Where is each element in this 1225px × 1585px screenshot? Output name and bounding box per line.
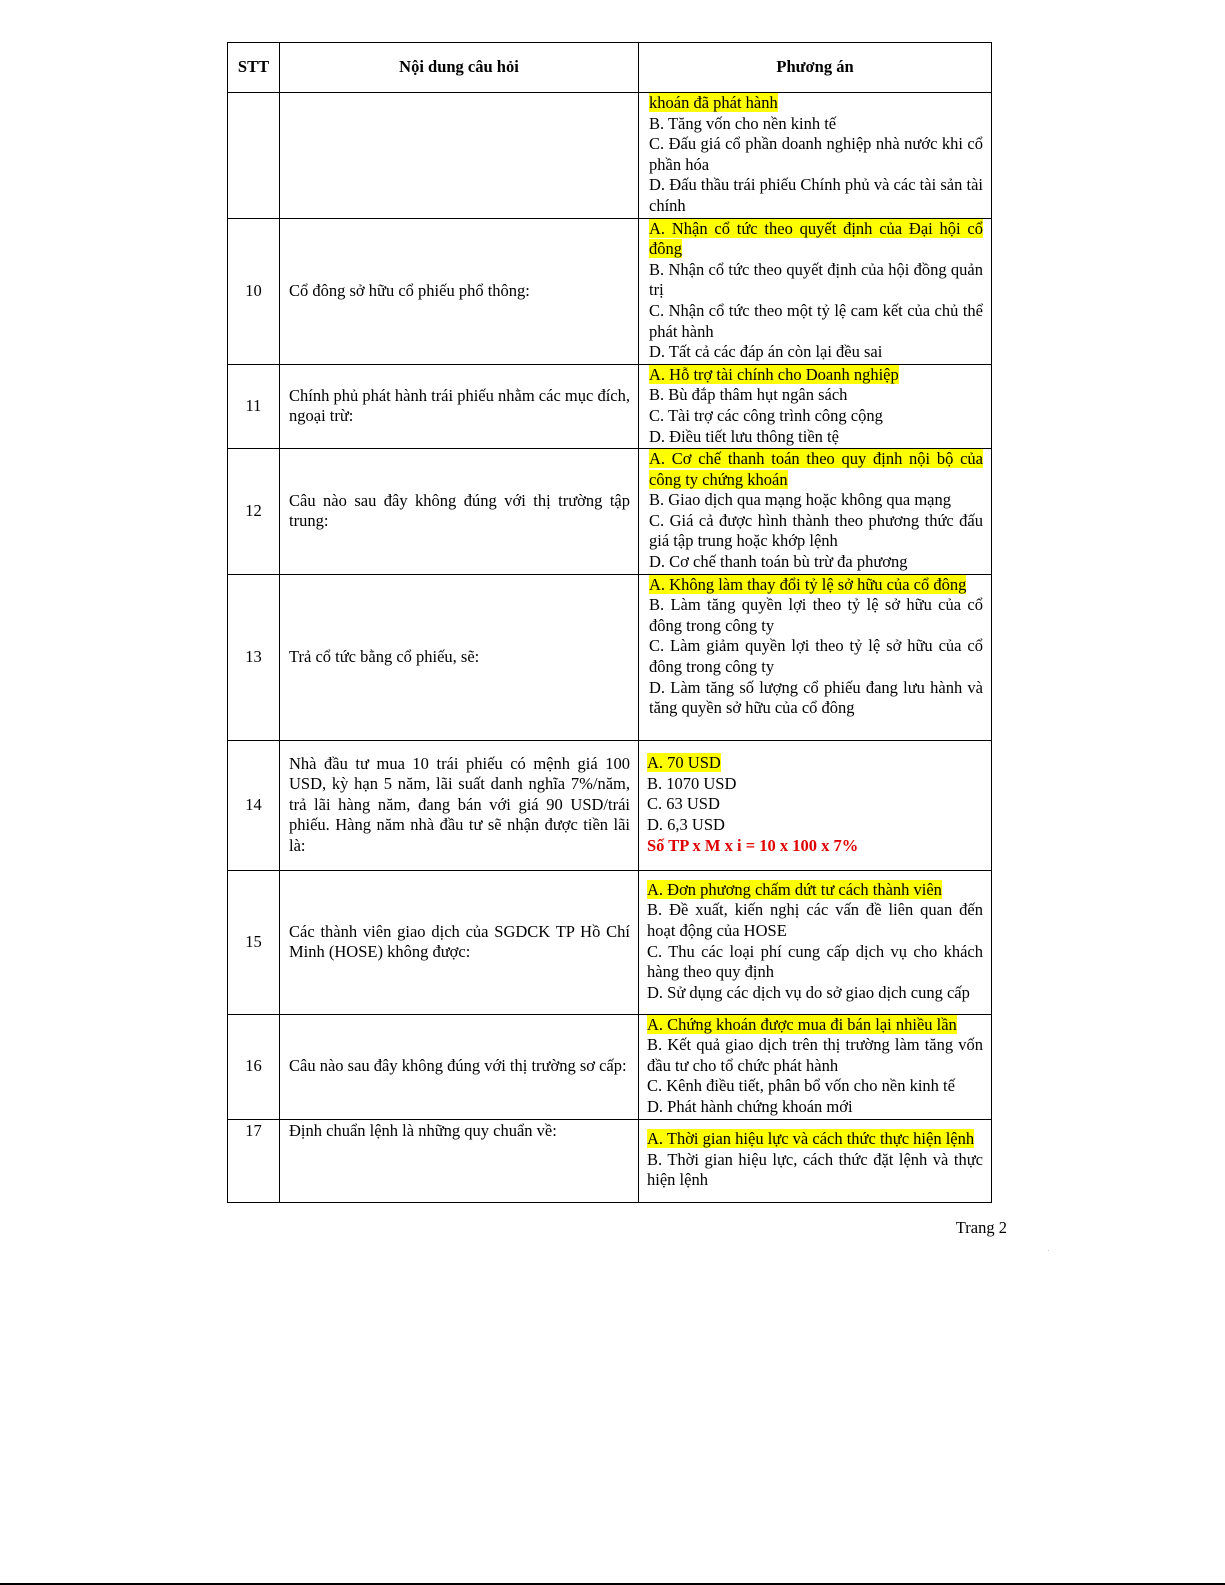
answer-option	[647, 815, 983, 836]
question-text: Nhà đầu tư mua 10 trái phiếu có mệnh giá 100 USD, kỳ hạn 5 năm, lãi suất danh nghĩa 7%/năm, trả lãi hàng năm, đang bán với giá 90 USD/trái phiếu. Hàng năm nhà đầu tư sẽ nhận được tiền lãi là:	[280, 740, 639, 870]
answer-option	[649, 385, 983, 406]
answer-option	[647, 900, 983, 941]
answer-option-text: B. Bù đắp thâm hụt ngân sách	[649, 385, 848, 405]
scan-speck	[1048, 1250, 1049, 1251]
answer-options	[639, 449, 992, 575]
question-number: 15	[228, 870, 280, 1014]
answer-options	[639, 1014, 992, 1119]
answer-option-text: B. Nhận cổ tức theo quyết định của hội đồng quản trị	[649, 259, 983, 300]
answer-option-text: D. Sử dụng các dịch vụ do sở giao dịch cung cấp	[647, 982, 970, 1002]
header-question: Nội dung câu hỏi	[280, 43, 639, 93]
answer-option	[649, 260, 983, 301]
question-number	[228, 93, 280, 219]
answer-option-text: D. Đấu thầu trái phiếu Chính phủ và các tài sản tài chính	[649, 175, 983, 215]
answer-option-text: A. Nhận cổ tức theo quyết định của Đại hội cổ đông	[649, 218, 983, 259]
correct-answer-option	[649, 219, 983, 260]
answer-option-text: D. 6,3 USD	[647, 814, 725, 834]
answer-option-text: B. Làm tăng quyền lợi theo tỷ lệ sở hữu của cổ đông trong công ty	[649, 595, 983, 635]
answer-option	[649, 114, 983, 135]
answer-option-text: A. Cơ chế thanh toán theo quy định nội bộ của công ty chứng khoán	[649, 449, 983, 489]
answer-option	[647, 794, 983, 815]
question-number: 13	[228, 574, 280, 740]
answer-option-text: A. Đơn phương chấm dứt tư cách thành viên	[647, 879, 942, 899]
table-header-row	[228, 43, 992, 93]
correct-answer-option	[647, 753, 983, 774]
answer-option-text: B. Kết quả giao dịch trên thị trường làm tăng vốn đầu tư cho tổ chức phát hành	[647, 1035, 983, 1075]
answer-options	[639, 574, 992, 740]
header-answers: Phương án	[639, 43, 992, 93]
answer-option-text: C. Kênh điều tiết, phân bổ vốn cho nền kinh tế	[647, 1076, 955, 1096]
question-text: Trả cổ tức bằng cổ phiếu, sẽ:	[280, 574, 639, 740]
answer-option	[647, 942, 983, 983]
answer-option	[647, 1150, 983, 1191]
answer-option-text: C. Đấu giá cổ phần doanh nghiệp nhà nước khi cổ phần hóa	[649, 134, 983, 174]
question-number: 17	[228, 1119, 280, 1202]
correct-answer-option	[649, 575, 983, 596]
answer-options	[639, 93, 992, 219]
question-number: 10	[228, 218, 280, 364]
answer-option	[649, 636, 983, 677]
answer-option-text: C. Giá cả được hình thành theo phương thức đấu giá tập trung hoặc khớp lệnh	[649, 510, 983, 551]
answer-option	[649, 490, 983, 511]
answer-option	[649, 406, 983, 427]
table-row	[228, 1119, 992, 1202]
correct-answer-option	[649, 449, 983, 490]
question-number: 14	[228, 740, 280, 870]
question-number: 12	[228, 449, 280, 575]
answer-option	[647, 1035, 983, 1076]
answer-option-text: C. Nhận cổ tức theo một tỷ lệ cam kết của chủ thể phát hành	[649, 300, 983, 341]
answer-option	[649, 427, 983, 448]
answer-option	[647, 983, 983, 1004]
question-number: 11	[228, 364, 280, 448]
answer-option-text: C. Thu các loại phí cung cấp dịch vụ cho khách hàng theo quy định	[647, 941, 983, 982]
question-text: Câu nào sau đây không đúng với thị trường tập trung:	[280, 449, 639, 575]
correct-answer-option	[647, 880, 983, 901]
answer-option-text: B. 1070 USD	[647, 773, 737, 793]
answer-option-text: B. Thời gian hiệu lực, cách thức đặt lệnh và thực hiện lệnh	[647, 1149, 983, 1190]
question-table	[227, 42, 992, 1203]
correct-answer-option	[647, 1015, 983, 1036]
answer-option	[649, 175, 983, 216]
answer-option-text: A. Thời gian hiệu lực và cách thức thực hiện lệnh	[647, 1129, 975, 1149]
answer-option-text: C. Làm giảm quyền lợi theo tỷ lệ sở hữu của cổ đông trong công ty	[649, 636, 983, 677]
answer-option-text: A. Không làm thay đổi tỷ lệ sở hữu của cổ đông	[649, 574, 967, 594]
question-text	[280, 93, 639, 219]
question-text: Chính phủ phát hành trái phiếu nhằm các mục đích, ngoại trừ:	[280, 364, 639, 448]
answer-options	[639, 218, 992, 364]
question-text: Cổ đông sở hữu cổ phiếu phổ thông:	[280, 218, 639, 364]
answer-option-text: Số TP x M x i = 10 x 100 x 7%	[647, 835, 859, 855]
answer-option	[649, 678, 983, 719]
answer-option-text: A. 70 USD	[647, 753, 721, 773]
answer-option	[649, 552, 983, 573]
answer-options	[639, 364, 992, 448]
answer-option	[649, 511, 983, 552]
answer-option	[649, 342, 983, 363]
question-text: Câu nào sau đây không đúng với thị trường sơ cấp:	[280, 1014, 639, 1119]
answer-option-text: C. Tài trợ các công trình công cộng	[649, 405, 883, 425]
answer-options	[639, 870, 992, 1014]
answer-options	[639, 1119, 992, 1202]
answer-option-text: B. Tăng vốn cho nền kinh tế	[649, 113, 837, 133]
table-row	[228, 93, 992, 219]
table-row	[228, 870, 992, 1014]
question-number: 16	[228, 1014, 280, 1119]
answer-option-text: A. Chứng khoán được mua đi bán lại nhiều lần	[647, 1014, 957, 1034]
table-row	[228, 218, 992, 364]
page-number: Trang 2	[955, 1218, 1007, 1237]
answer-option-text: D. Tất cả các đáp án còn lại đều sai	[649, 342, 883, 362]
answer-option	[649, 134, 983, 175]
answer-option-text: C. 63 USD	[647, 794, 720, 814]
table-row	[228, 1014, 992, 1119]
answer-option-text: D. Phát hành chứng khoán mới	[647, 1097, 853, 1117]
header-stt: STT	[228, 43, 280, 93]
answer-option-text: D. Làm tăng số lượng cổ phiếu đang lưu hành và tăng quyền sở hữu của cổ đông	[649, 677, 983, 718]
answer-option-text: B. Giao dịch qua mạng hoặc không qua mạng	[649, 490, 951, 510]
answer-option-text: B. Đề xuất, kiến nghị các vấn đề liên quan đến hoạt động của HOSE	[647, 900, 983, 941]
answer-options	[639, 740, 992, 870]
answer-option-text: D. Điều tiết lưu thông tiền tệ	[649, 426, 839, 446]
table-row	[228, 449, 992, 575]
question-text: Định chuẩn lệnh là những quy chuẩn về:	[280, 1119, 639, 1202]
solution-note	[647, 836, 983, 857]
answer-option	[649, 301, 983, 342]
answer-option	[647, 1097, 983, 1118]
table-row	[228, 740, 992, 870]
table-row	[228, 574, 992, 740]
answer-option-text: A. Hỗ trợ tài chính cho Doanh nghiệp	[649, 364, 899, 384]
question-text: Các thành viên giao dịch của SGDCK TP Hồ Chí Minh (HOSE) không được:	[280, 870, 639, 1014]
correct-answer-option	[649, 93, 983, 114]
answer-option	[647, 1076, 983, 1097]
answer-option	[647, 774, 983, 795]
table-row	[228, 364, 992, 448]
correct-answer-option	[647, 1129, 983, 1150]
answer-option-text: D. Cơ chế thanh toán bù trừ đa phương	[649, 552, 908, 572]
correct-answer-option	[649, 365, 983, 386]
answer-option-text: khoán đã phát hành	[649, 93, 778, 112]
answer-option	[649, 595, 983, 636]
